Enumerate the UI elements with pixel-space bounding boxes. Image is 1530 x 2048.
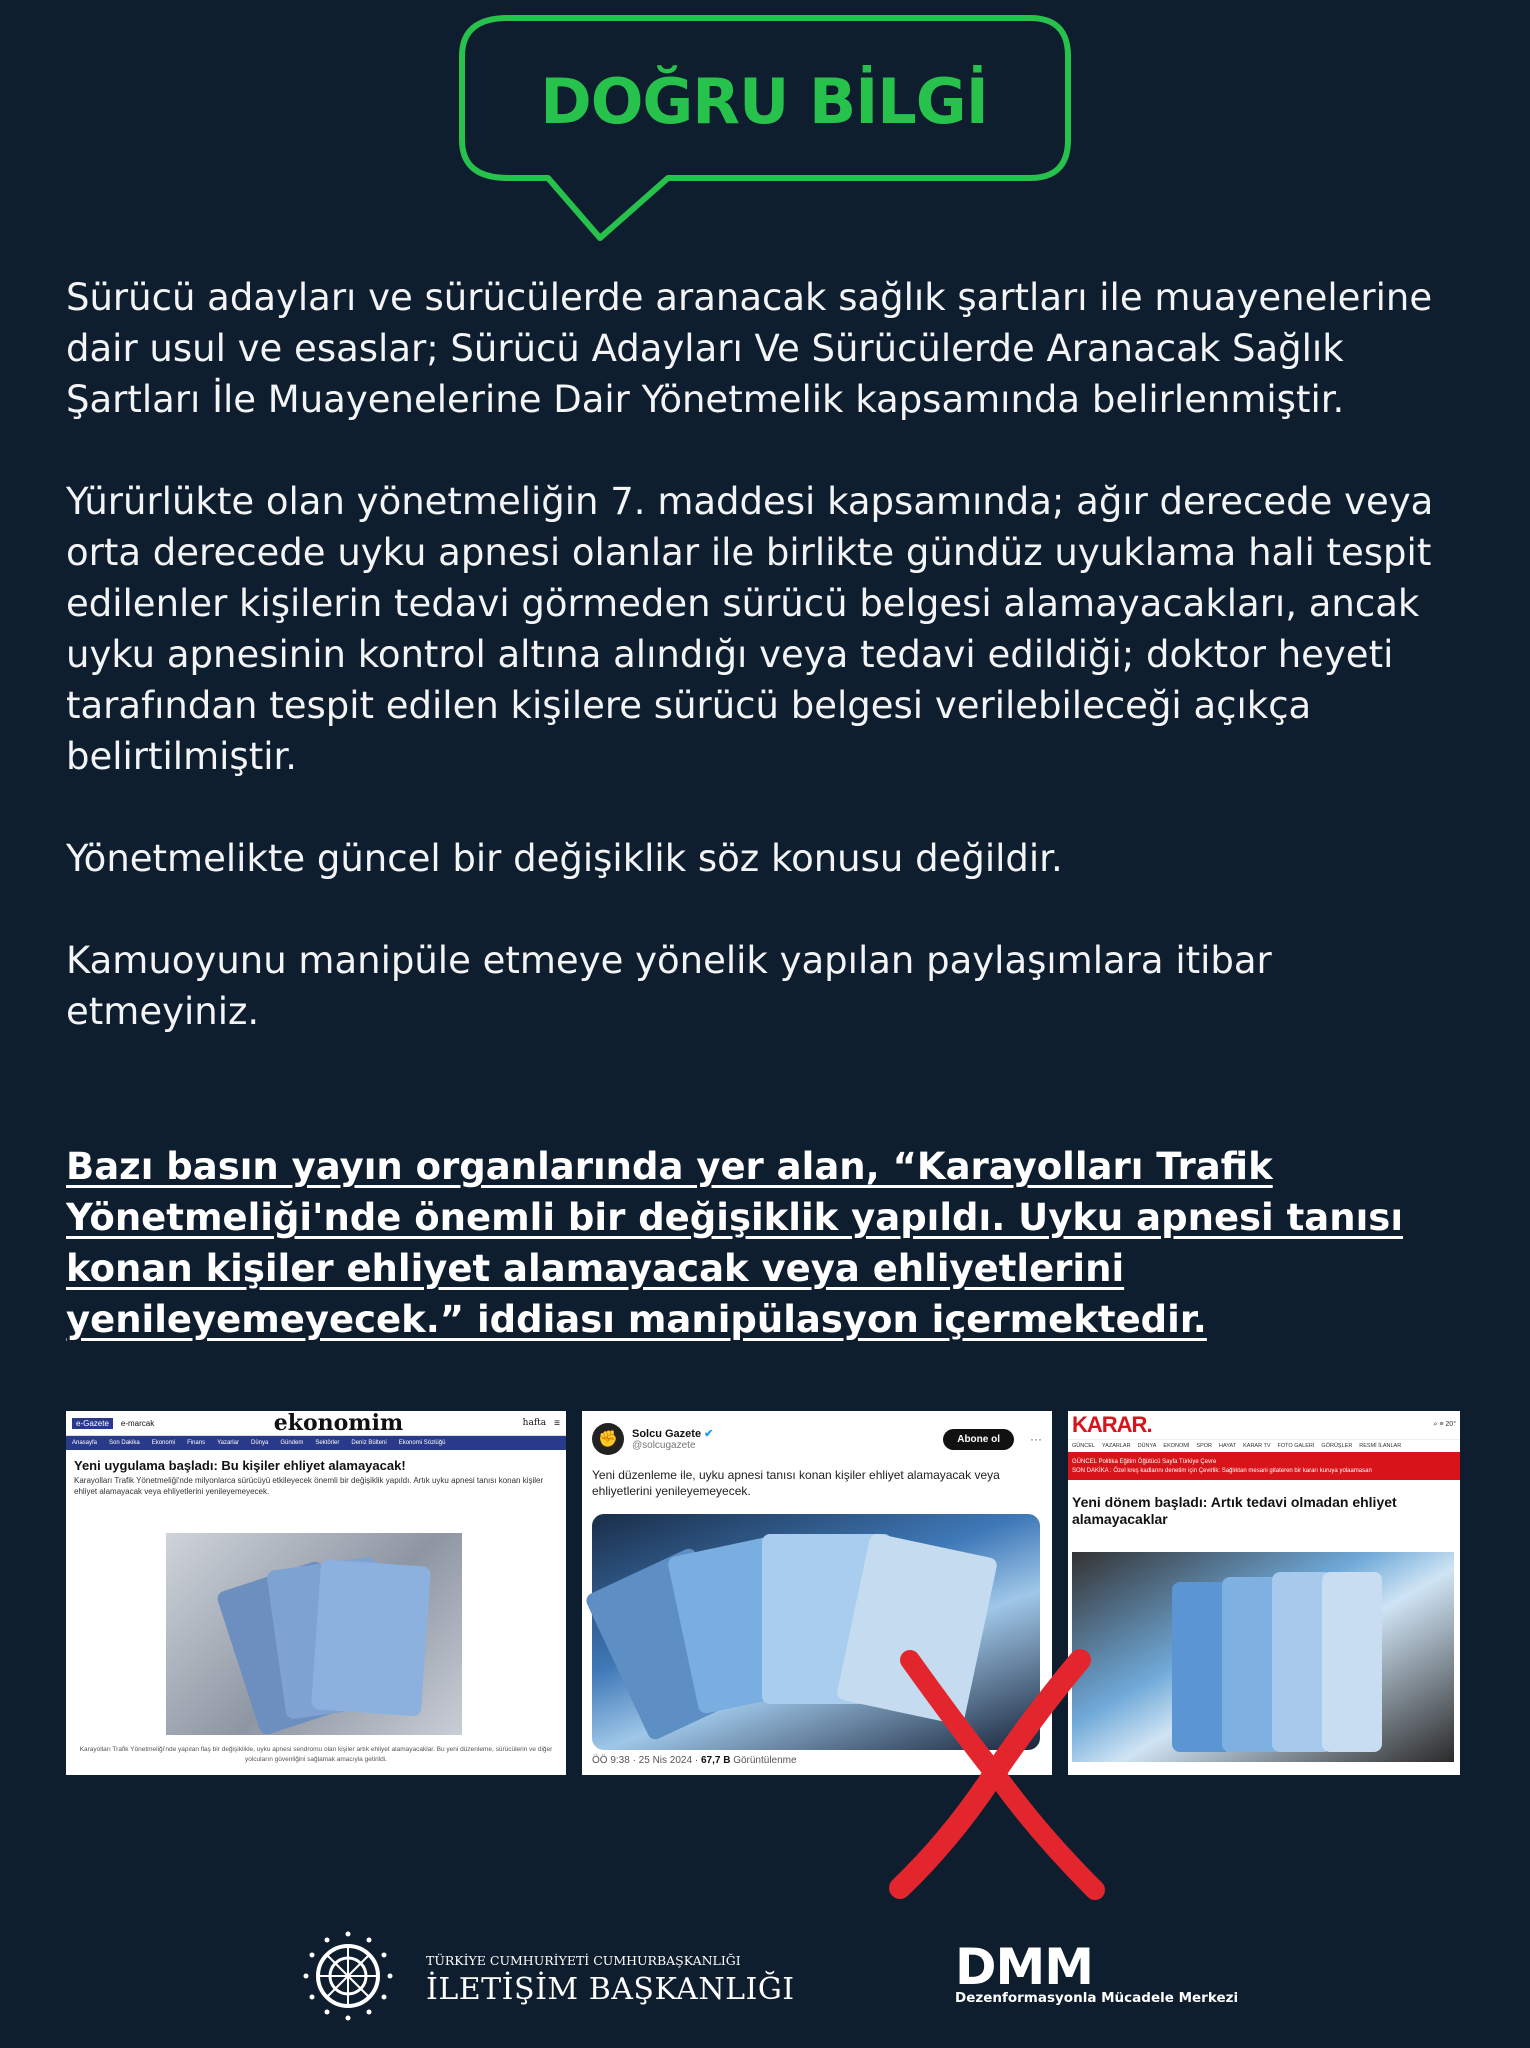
paragraph-no-change: Yönetmelikte güncel bir değişiklik söz konusu değildir. — [66, 837, 1063, 880]
karar-nav — [1068, 1439, 1460, 1452]
ekonomim-emarcak: e-marcak — [120, 1418, 155, 1428]
ekonomim-headline: Yeni uygulama başladı: Bu kişiler ehliyet alamayacak! — [74, 1458, 406, 1473]
ekonomim-caption: Karayolları Trafik Yönetmeliği'nde yapılan flaş bir değişiklikle, uyku apnesi sendromu olan kişiler artık ehliyet alamayacaklar. Bu yeni düzenleme, sürücülerin ve diğer yolcuların güvenliğini sağlamak amacıyla getirildi. — [79, 1746, 553, 1763]
badge-label: DOĞRU BİLGİ — [540, 65, 988, 138]
license-cards-photo — [1072, 1552, 1454, 1762]
karar-weather: ⌕ ≡ 20° — [1433, 1421, 1456, 1428]
ekonomim-nav-item: Ekonomi Sözlüğü — [398, 1440, 446, 1446]
karar-nav-item: SPOR — [1196, 1443, 1212, 1449]
karar-nav-item: GÜNCEL — [1072, 1443, 1095, 1449]
tweet-header — [582, 1411, 1052, 1467]
ekonomim-logo: ekonomim — [273, 1411, 404, 1436]
dmm-subtitle: Dezenformasyonla Mücadele Merkezi — [955, 1990, 1239, 2006]
ekonomim-nav-item: Gündem — [280, 1440, 304, 1446]
ekonomim-nav-item: Anasayfa — [72, 1440, 98, 1446]
ekonomim-egazete: e-Gazete — [72, 1418, 113, 1429]
karar-nav-item: DÜNYA — [1137, 1443, 1157, 1449]
claim-statement — [66, 1141, 1476, 1345]
ekonomim-nav — [66, 1436, 566, 1450]
karar-breaking: SON DAKİKA : Özel kreş kadlarını denetim için Çevirlik: Sağlıktan mesani gitateren bir kararı kuruya yolaamasan — [1072, 1467, 1372, 1474]
screenshot-ekonomim — [66, 1411, 566, 1775]
karar-nav-item: KARAR TV — [1243, 1443, 1271, 1449]
verified-icon: ✔ — [704, 1428, 714, 1440]
ekonomim-nav-item: Finans — [187, 1440, 206, 1446]
iletisim-logo-icon — [300, 1928, 396, 2024]
follow-button: Abone ol — [943, 1429, 1014, 1450]
ekonomim-nav-item: Ekonomi — [151, 1440, 176, 1446]
claim-text: Bazı basın yayın organlarında yer alan, “Karayolları Trafik Yönetmeliği'nde önemli bir değişiklik yapıldı. Uyku apnesi tanısı konan kişiler ehliyet alamayacak veya ehliyetlerini yenileyemeyecek.” iddiası manipülasyon içermektedir. — [66, 1145, 1404, 1341]
karar-tag-row: GÜNCEL Politika Eğitim Öğütücü Sayfa Türkiye Çevre — [1072, 1458, 1217, 1465]
karar-logo: KARAR. — [1072, 1412, 1152, 1437]
search-icon: ⌕ — [1433, 1421, 1438, 1428]
ekonomim-header — [66, 1411, 566, 1436]
karar-nav-item: EKONOMİ — [1163, 1443, 1190, 1449]
karar-nav-item: HAYAT — [1219, 1443, 1237, 1449]
ekonomim-nav-item: Sektörler — [315, 1440, 340, 1446]
avatar: ✊ — [592, 1423, 624, 1455]
karar-nav-item: FOTO GALERİ — [1277, 1443, 1315, 1449]
license-cards-photo — [166, 1533, 462, 1735]
karar-breaking-bar — [1068, 1452, 1460, 1480]
org-big-title: İLETİŞİM BAŞKANLIĞI — [426, 1972, 795, 2007]
menu-icon: ≡ — [554, 1417, 560, 1429]
ekonomim-hafta: hafta — [522, 1418, 547, 1428]
karar-nav-item: YAZARLAR — [1101, 1443, 1131, 1449]
karar-nav-item: RESMİ İLANLAR — [1359, 1443, 1402, 1449]
more-icon: ··· — [1030, 1432, 1042, 1446]
karar-nav-item: GÖRÜŞLER — [1321, 1443, 1353, 1449]
tweet-text: Yeni düzenleme ile, uyku apnesi tanısı konan kişiler ehliyet alamayacak veya ehliyetlerini yenileyemeyecek. — [592, 1468, 1000, 1498]
ekonomim-nav-item: Dünya — [250, 1440, 269, 1446]
ekonomim-nav-item: Yazarlar — [217, 1440, 239, 1446]
screenshot-karar — [1068, 1411, 1460, 1775]
tweet-meta: ÖÖ 9:38 · 25 Nis 2024 · 67,7 B Görüntülenme — [592, 1755, 797, 1766]
karar-headline: Yeni dönem başladı: Artık tedavi olmadan ehliyet alamayacaklar — [1072, 1494, 1397, 1527]
account-handle: @solcugazete — [632, 1440, 696, 1451]
red-x-icon — [870, 1640, 1120, 1900]
menu-icon: ≡ — [1439, 1421, 1444, 1428]
paragraph-warning: Kamuoyunu manipüle etmeye yönelik yapılan paylaşımlara itibar etmeyiniz. — [66, 939, 1272, 1033]
paragraph-article-7: Yürürlükte olan yönetmeliğin 7. maddesi kapsamında; ağır derecede veya orta derecede uyku apnesi olanlar ile birlikte gündüz uyuklama hali tespit edilenler kişilerin tedavi görmeden sürücü belgesi alamayacakları, ancak uyku apnesinin kontrol altına alındığı veya tedavi edildiği; doktor heyeti tarafından tespit edilen kişilere sürücü belgesi verilebileceği açıkça belirtilmiştir. — [66, 480, 1434, 778]
paragraph-regulation: Sürücü adayları ve sürücülerde aranacak sağlık şartları ile muayenelerine dair usul ve esaslar; Sürücü Adayları Ve Sürücülerde Aranacak Sağlık Şartları İle Muayenelerine Dair Yönetmelik kapsamında belirlenmiştir. — [66, 276, 1433, 421]
ekonomim-summary: Karayolları Trafik Yönetmeliği'nde milyonlarca sürücüyü etkileyecek önemli bir değişiklik yapıldı. Artık uyku apnesi tanısı konan kişiler ehliyet alamayacak veya ehliyetlerini yenileyemeyecek. — [74, 1476, 544, 1496]
ekonomim-nav-item: Deniz Bülteni — [351, 1440, 387, 1446]
ekonomim-nav-item: Son Dakika — [109, 1440, 140, 1446]
account-name: Solcu Gazete ✔ — [632, 1428, 714, 1440]
dmm-logo: DMM — [955, 1938, 1094, 1996]
karar-header — [1068, 1411, 1460, 1439]
body-text — [66, 272, 1476, 1088]
org-small-title: TÜRKİYE CUMHURİYETİ CUMHURBAŞKANLIĞI — [426, 1953, 741, 1968]
